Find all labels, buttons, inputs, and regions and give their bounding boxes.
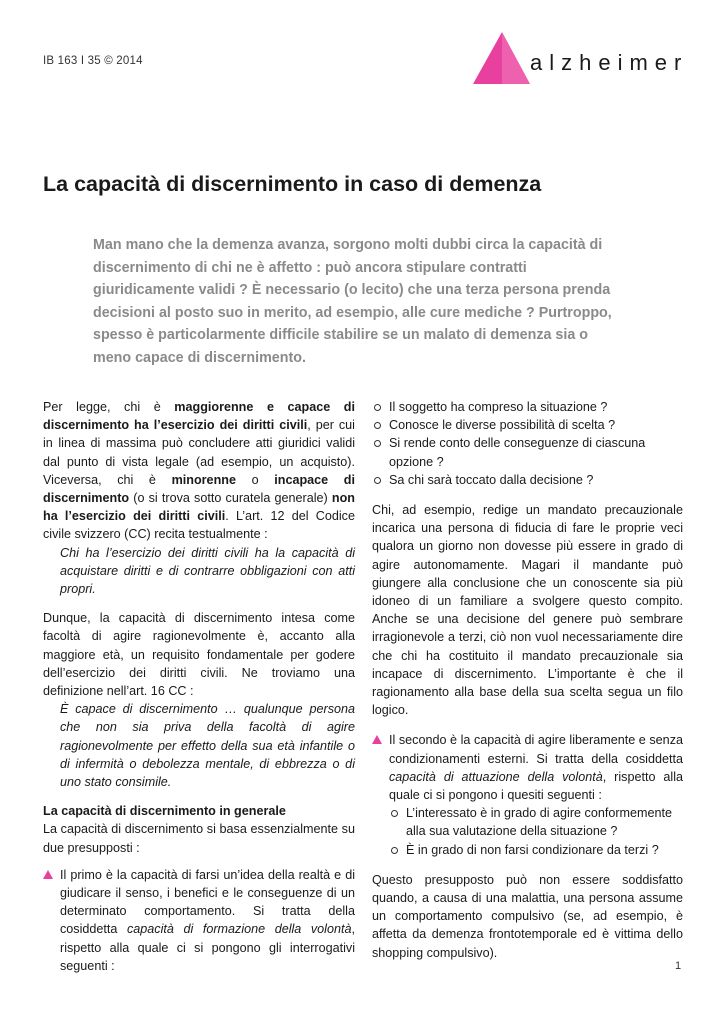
page-title: La capacità di discernimento in caso di demenza: [43, 172, 542, 196]
list-item: Il soggetto ha compreso la situazione ?: [372, 398, 683, 416]
list-item: L’interessato è in grado di agire conformemente alla sua valutazione della situazione ?: [372, 804, 683, 840]
document-reference: IB 163 I 35 © 2014: [43, 55, 143, 67]
first-presupposto-item: Il primo è la capacità di farsi un’idea della realtà e di giudicare il senso, i benefici e le conseguenze di un determinato comportamento. Si tratta della cosiddetta capacità di formazione della volontà, rispetto alla quale ci si pongono gli interrogativi seguenti :: [43, 866, 355, 975]
question-list-1: [372, 398, 683, 489]
presupposti-paragraph: La capacità di discernimento si basa essenzialmente su due presupposti :: [43, 822, 355, 855]
pink-triangle-icon: [470, 30, 532, 86]
list-item: Sa chi sarà toccato dalla decisione ?: [372, 471, 683, 489]
alzheimer-logo: [470, 30, 690, 86]
second-presupposto-item: Il secondo è la capacità di agire liberamente e senza condizionamenti esterni. Si tratta della cosiddetta capacità di attuazione della volontà, rispetto alla quale ci si pongono i quesiti seguenti :: [372, 731, 683, 804]
quote-art-16: È capace di discernimento … qualunque persona che non sia priva della facoltà di agire ragionevolmente per effetto della sua età infantile o di infermità o debolezza mentale, di ebbrezza o di uno stato consimile.: [60, 702, 355, 790]
right-column: [372, 398, 683, 962]
question-list-2: [372, 804, 683, 859]
lead-paragraph: Man mano che la demenza avanza, sorgono molti dubbi circa la capacità di discernimento di chi ne è affetto : può ancora stipulare contratti giuridicamente validi ? È necessario (o lecito) che una terza persona prenda decisioni al posto suo in merito, ad esempio, alle cure mediche ? Purtroppo, spesso è particolarmente difficile stabilire se un malato di demenza sia o meno capace di discernimento.: [93, 237, 612, 366]
section-subheading: La capacità di discernimento in generale: [43, 804, 286, 819]
list-item: Si rende conto delle conseguenze di ciascuna opzione ?: [372, 434, 683, 470]
logo-wordmark: alzheimer: [530, 50, 689, 75]
page-number: 1: [675, 960, 682, 972]
list-item: Conosce le diverse possibilità di scelta ?: [372, 416, 683, 434]
quote-art-12: Chi ha l’esercizio dei diritti civili ha la capacità di acquistare diritti e di contrarre obbligazioni con atti propri.: [60, 545, 355, 597]
definition-paragraph: Dunque, la capacità di discernimento intesa come facoltà di agire ragionevolmente è, accanto alla maggiore età, un requisito fondamentale per godere dell’esercizio dei diritti civili. Ne troviamo una definizione nell’art. 16 CC :: [43, 611, 355, 699]
intro-paragraph: Per legge, chi è maggiorenne e capace di discernimento ha l’esercizio dei diritti civili, per cui in linea di massima può concludere atti giuridici validi dal punto di vista legale (ad esempio, un acquisto). Viceversa, chi è minorenne o incapace di discernimento (o si trova sotto curatela generale) non ha l’esercizio dei diritti civili. L’art. 12 del Codice civile svizzero (CC) recita testualmente :: [43, 400, 355, 542]
list-item: È in grado di non farsi condizionare da terzi ?: [372, 841, 683, 859]
pink-triangle-bullet-icon: [372, 735, 382, 744]
compulsive-paragraph: Questo presupposto può non essere soddisfatto quando, a causa di una malattia, una persona assume un comportamento compulsivo (se, ad esempio, è affetta da demenza frontotemporale ed è vittima dello shopping compulsivo).: [372, 872, 683, 960]
left-column: [43, 398, 355, 975]
mandate-paragraph: Chi, ad esempio, redige un mandato precauzionale incarica una persona di fiducia di fare le proprie veci qualora un giorno non dovesse più essere in grado di agire autonomamente. Magari il mandante può giungere alla conclusione che un conoscente sia più idoneo di un familiare a svolgere questo compito. Anche se una decisione del genere può sembrare irragionevole a terzi, ciò non vuol necessariamente dire che chi ha costituito il mandato precauzionale sia incapace di discernimento. L’importante è che il ragionamento alla base della sua scelta segua un filo logico.: [372, 503, 683, 718]
pink-triangle-bullet-icon: [43, 870, 53, 879]
